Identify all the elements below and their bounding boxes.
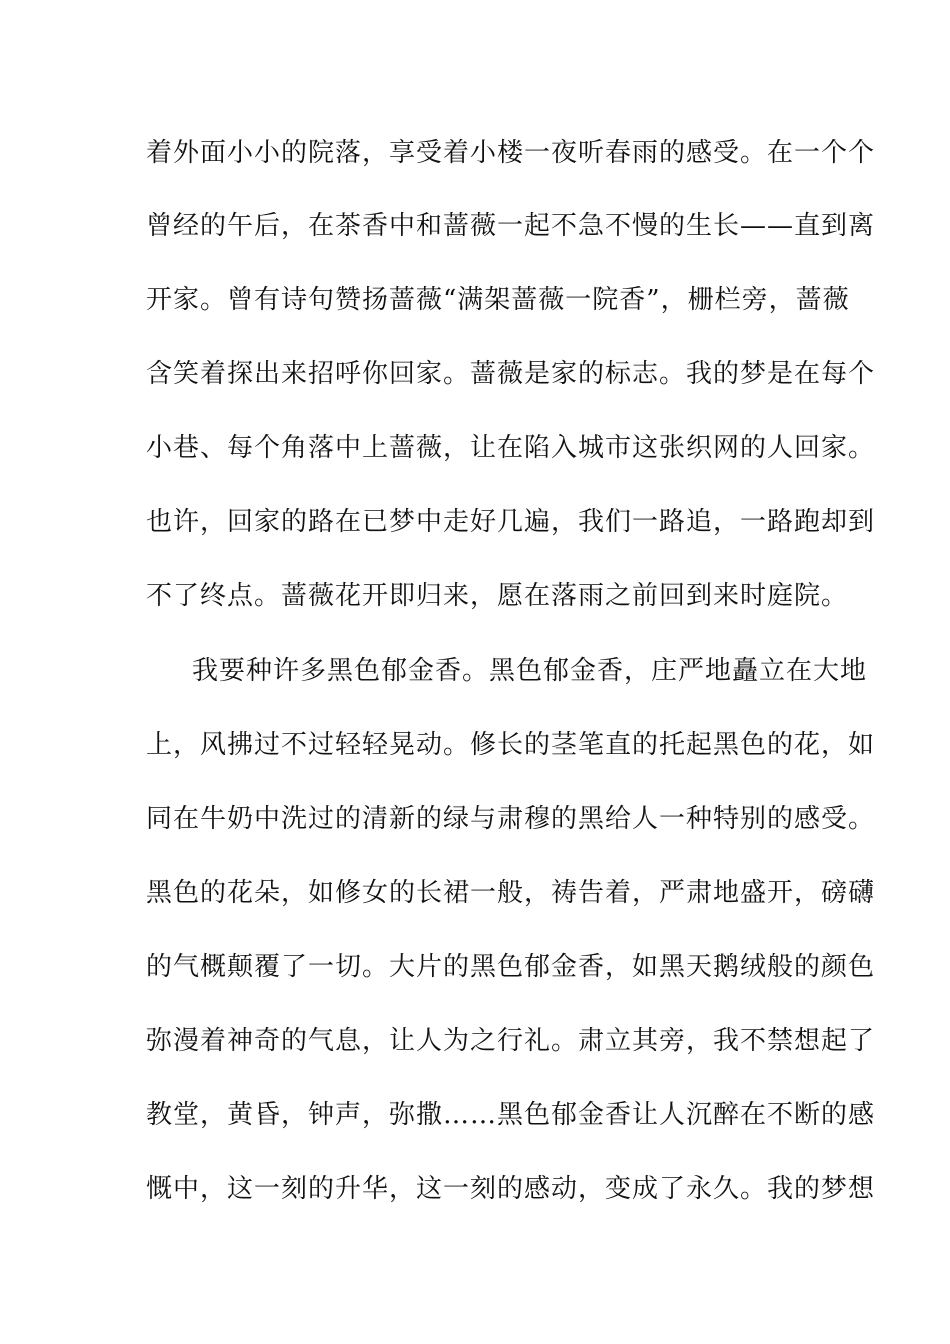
paragraph-first-line: 我要种许多黑色郁金香。黑色郁金香，庄严地矗立在大地 [192, 656, 868, 686]
text-line: 教堂，黄昏，钟声，弥撒……黑色郁金香让人沉醉在不断的感 [146, 1100, 876, 1130]
text-line: 小巷、每个角落中上蔷薇，让在陷入城市这张织网的人回家。 [146, 433, 876, 463]
text-line: 上，风拂过不过轻轻晃动。修长的茎笔直的托起黑色的花，如 [146, 730, 876, 760]
text-line: 同在牛奶中洗过的清新的绿与肃穆的黑给人一种特别的感受。 [146, 804, 876, 834]
text-line: 不了终点。蔷薇花开即归来，愿在落雨之前回到来时庭院。 [146, 581, 849, 611]
text-line: 弥漫着神奇的气息，让人为之行礼。肃立其旁，我不禁想起了 [146, 1026, 876, 1056]
text-line: 曾经的午后，在茶香中和蔷薇一起不急不慢的生长——直到离 [146, 211, 876, 241]
text-line: 也许，回家的路在已梦中走好几遍，我们一路追，一路跑却到 [146, 507, 876, 537]
text-line: 开家。曾有诗句赞扬蔷薇“满架蔷薇一院香”，栅栏旁，蔷薇 [146, 285, 850, 315]
text-line: 的气概颠覆了一切。大片的黑色郁金香，如黑天鹅绒般的颜色 [146, 952, 876, 982]
text-line: 含笑着探出来招呼你回家。蔷薇是家的标志。我的梦是在每个 [146, 359, 876, 389]
text-line: 着外面小小的院落，享受着小楼一夜听春雨的感受。在一个个 [146, 138, 876, 168]
text-line: 黑色的花朵，如修女的长裙一般，祷告着，严肃地盛开，磅礴 [146, 878, 876, 908]
text-line: 慨中，这一刻的升华，这一刻的感动，变成了永久。我的梦想 [146, 1174, 876, 1204]
